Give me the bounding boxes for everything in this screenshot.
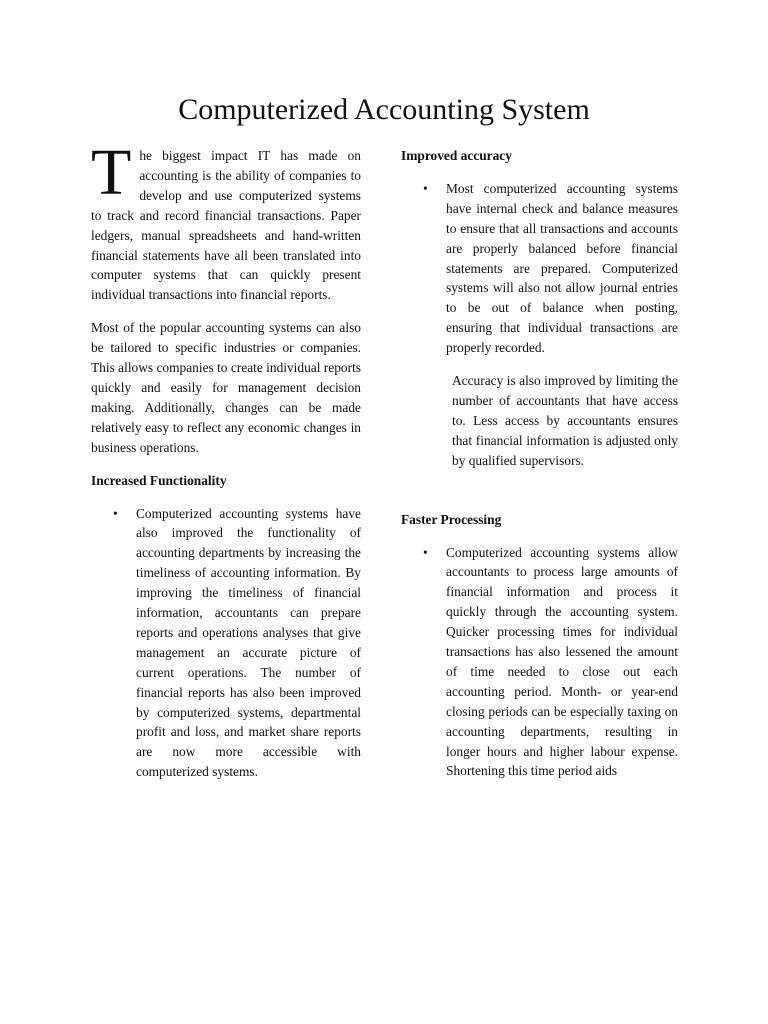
processing-text: Computerized accounting systems allow accountants to process large amounts of financial information and process it quickly through the accounting system. Quicker processing times for individual transactions has also lessened the amount of time needed to close out each accounting period. Month- or year-end closing periods can be especially taxing on accounting departments, resulting in longer hours and higher labour expense. Shortening this time period aids <box>446 544 678 779</box>
heading-faster-processing: Faster Processing <box>401 511 502 527</box>
page-title: Computerized Accounting System <box>178 93 590 126</box>
heading-increased-functionality: Increased Functionality <box>91 472 227 488</box>
functionality-list <box>91 504 361 783</box>
bullet-icon: • <box>423 180 428 196</box>
processing-list <box>401 543 678 782</box>
access-paragraph: Accuracy is also improved by limiting the number of accountants that have access to. Less access by accountants ensures that financial information is adjusted only by qualified supervisors. <box>452 373 678 468</box>
intro-text: he biggest impact IT has made on accounting is the ability of companies to develop and use computerized systems to track and record financial transactions. Paper ledgers, manual spreadsheets and hand-written financial statements have all been translated into computer systems that can quickly present individual transactions into financial reports. <box>91 148 361 303</box>
section-gap <box>401 484 678 510</box>
intro-paragraph <box>91 136 361 305</box>
list-item <box>401 179 678 358</box>
drop-cap: T <box>91 136 132 209</box>
left-column <box>91 136 361 795</box>
list-item <box>401 543 678 782</box>
right-column <box>401 146 678 794</box>
bullet-icon: • <box>113 505 118 521</box>
accuracy-list <box>401 179 678 358</box>
tailored-paragraph: Most of the popular accounting systems can also be tailored to specific industries or companies. This allows companies to create individual reports quickly and easily for management decision making. Additionally, changes can be made relatively easy to reflect any economic changes in business operations. <box>91 320 361 455</box>
bullet-icon: • <box>423 544 428 560</box>
functionality-text: Computerized accounting systems have also improved the functionality of accounting departments by increasing the timeliness of accounting information. By improving the timeliness of financial information, accountants can prepare reports and operations analyses that give management an accurate picture of current operations. The number of financial reports has also been improved by computerized systems, departmental profit and loss, and market share reports are now more accessible with computerized systems. <box>136 505 361 780</box>
heading-improved-accuracy: Improved accuracy <box>401 148 512 163</box>
list-item <box>91 504 361 783</box>
accuracy-text: Most computerized accounting systems have internal check and balance measures to ensure that all transactions and accounts are properly balanced before financial statements are prepared. Computerized systems will also not allow journal entries to be out of balance when posting, ensuring that individual transactions are properly recorded. <box>446 180 678 356</box>
